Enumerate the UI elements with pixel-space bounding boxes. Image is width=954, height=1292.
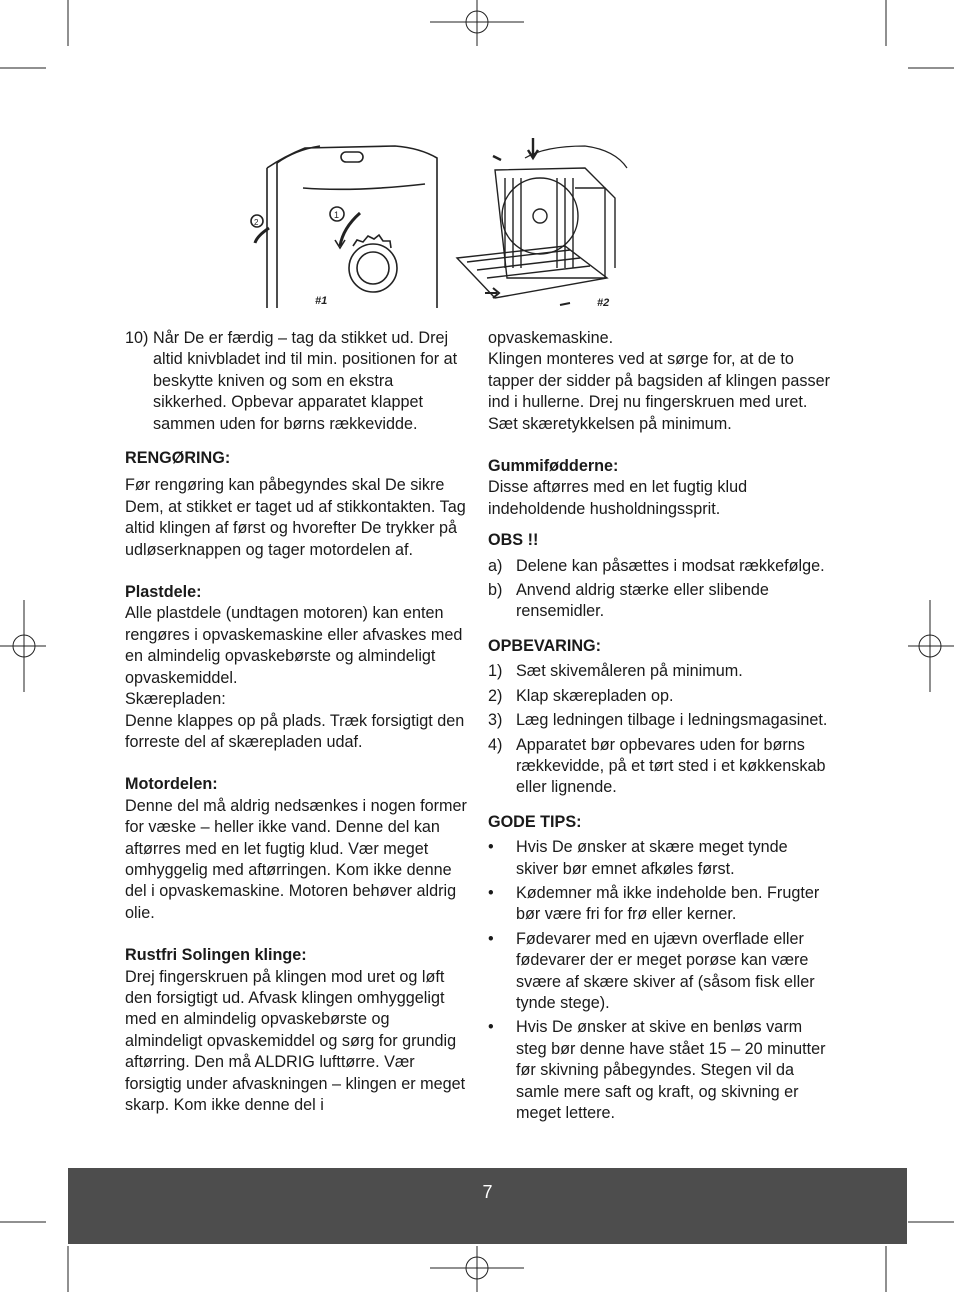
item-text: Delene kan påsættes i modsat rækkefølge. — [516, 556, 825, 575]
figure-2 — [457, 138, 627, 309]
left-column — [125, 328, 470, 1116]
bullet: • — [488, 929, 494, 948]
figure-1 — [251, 146, 437, 308]
item-text: Når De er færdig – tag da stikket ud. Drej altid knivbladet ind til min. positionen for at beskytte kniven og som en ekstra sikkerhed. Opbevar apparatet klappet sammen uden for børns rækkevidde. — [153, 329, 458, 433]
list-item — [488, 661, 833, 682]
item-number: 2) — [488, 686, 503, 705]
step-2-label: 2 — [254, 218, 259, 227]
list-item — [488, 580, 833, 623]
motor-heading: Motordelen: — [125, 775, 218, 794]
list-item — [488, 686, 833, 707]
list-item — [488, 1017, 833, 1124]
slicer-illustrations — [245, 128, 645, 313]
plastic-heading: Plastdele: — [125, 583, 202, 602]
item-number: 1) — [488, 662, 503, 681]
plate-heading: Skærepladen: — [125, 690, 226, 709]
item-number: 10) — [125, 329, 149, 347]
list-item — [488, 929, 833, 1015]
finger-screw — [533, 209, 547, 223]
footer-bar — [68, 1168, 907, 1244]
blade-text-continued: opvaskemaskine. — [488, 329, 614, 347]
item-text: Anvend aldrig stærke eller slibende rensemidler. — [516, 581, 769, 621]
bullet: • — [488, 883, 494, 902]
item-text: Apparatet bør opbevares uden for børns rækkevidde, på et tørt sted i et køkkenskab eller lignende. — [516, 735, 826, 797]
item-text: Hvis De ønsker at skive en benløs varm steg bør denne have stået 15 – 20 minutter før skivning påbegyndes. Stegen vil da samle mere saft og kraft, og skivning er meget lettere. — [516, 1018, 826, 1122]
list-item — [488, 710, 833, 731]
obs-heading: OBS !! — [488, 531, 539, 550]
plastic-text: Alle plastdele (undtagen motoren) kan enten rengøres i opvaskemaskine eller afvaskes med en almindelig opvaskebørste og almindeligt opvaskemiddel. — [125, 604, 463, 687]
figure-1-label: #1 — [315, 295, 328, 307]
blade-text: Drej fingerskruen på klingen mod uret og løft den forsigtigt ud. Afvask klingen omhyggeligt med en almindelig opvaskebørste og almindeligt opvaskemiddel og sørg for grundig aftørring. Den må ALDRIG lufttørre. Vær forsigtig under afvaskningen – klingen er meget skarp. Kom ikke denne del i — [125, 967, 466, 1114]
plate-text: Denne klappes op på plads. Træk forsigtigt den forreste del af skærepladen udaf. — [125, 711, 465, 751]
page-number: 7 — [482, 1182, 493, 1202]
item-number: b) — [488, 581, 503, 600]
bullet: • — [488, 838, 494, 857]
list-item — [488, 883, 833, 926]
item-number: 3) — [488, 711, 503, 730]
feet-text: Disse aftørres med en let fugtig klud indeholdende husholdningssprit. — [488, 478, 748, 518]
cleaning-heading: RENGØRING: — [125, 449, 231, 468]
tips-heading: GODE TIPS: — [488, 812, 582, 831]
storage-heading: OPBEVARING: — [488, 636, 602, 655]
list-item — [488, 837, 833, 880]
list-item — [488, 735, 833, 799]
motor-text: Denne del må aldrig nedsænkes i nogen former for væske – heller ikke vand. Denne del kan aftørres med en let fugtig klud. Vær meget omhyggelig med aftørringen. Kom ikke denne del i opvaskemaskine. Motoren behøver aldrig olie. — [125, 796, 467, 922]
item-text: Kødemner må ikke indeholde ben. Frugter bør være fri for frø eller kerner. — [516, 883, 820, 924]
item-text: Fødevarer med en ujævn overflade eller fødevarer der er meget porøse kan være svære af skære skiver af (såsom fisk eller tynde stege). — [516, 929, 815, 1012]
right-column — [488, 328, 833, 1127]
figure-2-label: #2 — [597, 297, 610, 309]
item-number: 4) — [488, 735, 503, 754]
feet-heading: Gummifødderne: — [488, 457, 619, 476]
item-text: Klap skærepladen op. — [516, 686, 674, 705]
blade-heading: Rustfri Solingen klinge: — [125, 946, 307, 965]
item-number: a) — [488, 556, 503, 575]
item-text: Læg ledningen tilbage i ledningsmagasinet. — [516, 711, 828, 730]
step-1-label: 1 — [334, 210, 340, 220]
blade-mount-text: Klingen monteres ved at sørge for, at de to tapper der sidder på bagsiden af klingen passer ind i hullerne. Drej nu fingerskruen med uret. Sæt skæretykkelsen på minimum. — [488, 350, 830, 433]
item-text: Sæt skivemåleren på minimum. — [516, 662, 743, 681]
bullet: • — [488, 1018, 494, 1037]
cleaning-text: Før rengøring kan påbegyndes skal De sikre Dem, at stikket er taget ud af stikkontakten. Tag altid klingen af først og hvorefter De trykker på udløserknappen og tager motordelen af. — [125, 476, 466, 559]
item-text: Hvis De ønsker at skære meget tynde skiver bør emnet afkøles først. — [516, 838, 788, 878]
list-item — [125, 328, 470, 435]
list-item — [488, 556, 833, 577]
